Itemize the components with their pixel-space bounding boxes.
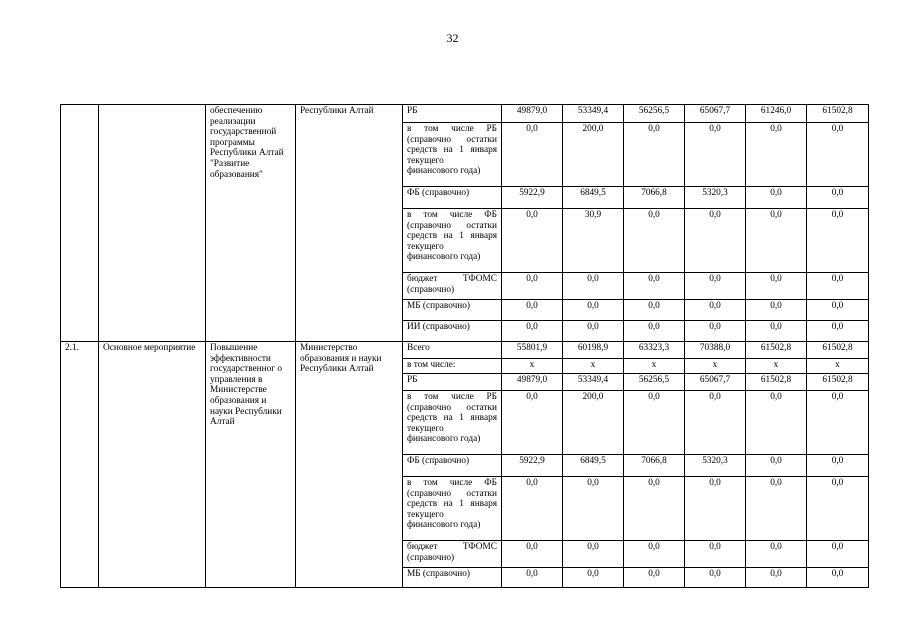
amount-cell: 0,0 [624, 300, 685, 321]
amount-cell: 56256,5 [624, 374, 685, 391]
amount-cell: х [563, 359, 624, 374]
amount-cell: 0,0 [746, 568, 807, 588]
amount-cell: 61246,0 [746, 105, 807, 123]
amount-cell: 0,0 [807, 455, 869, 477]
amount-cell: 0,0 [502, 541, 563, 568]
amount-cell: 0,0 [685, 123, 746, 187]
event-name-cell: Повышение эффективности государственног о управления в Министерстве образования и науки Республики Алтай [206, 342, 296, 588]
budget-table [60, 104, 869, 588]
amount-cell: 60198,9 [563, 342, 624, 359]
amount-cell: 0,0 [502, 273, 563, 300]
amount-cell: 0,0 [624, 541, 685, 568]
amount-cell: 65067,7 [685, 105, 746, 123]
funding-source-cell: в том числе ФБ (справочно остатки средств на 1 января текущего финансового года) [403, 209, 502, 273]
amount-cell: 0,0 [746, 187, 807, 209]
amount-cell: 70388,0 [685, 342, 746, 359]
event-name-cell: обеспечению реализации государственной программы Республики Алтай "Развитие образования" [206, 105, 296, 342]
amount-cell: 5320,3 [685, 187, 746, 209]
amount-cell: 0,0 [746, 321, 807, 342]
amount-cell: 0,0 [807, 391, 869, 455]
amount-cell: х [502, 359, 563, 374]
amount-cell: 0,0 [807, 209, 869, 273]
executor-cell: Республики Алтай [296, 105, 403, 342]
amount-cell: 61502,8 [746, 342, 807, 359]
amount-cell: 65067,7 [685, 374, 746, 391]
amount-cell: 0,0 [807, 541, 869, 568]
funding-source-cell: РБ [403, 105, 502, 123]
funding-source-cell: в том числе: [403, 359, 502, 374]
funding-source-cell: в том числе ФБ (справочно остатки средств на 1 января текущего финансового года) [403, 477, 502, 541]
amount-cell: 0,0 [624, 209, 685, 273]
amount-cell: х [746, 359, 807, 374]
funding-source-cell: бюджет ТФОМС (справочно) [403, 541, 502, 568]
amount-cell: 0,0 [563, 273, 624, 300]
amount-cell: 63323,3 [624, 342, 685, 359]
amount-cell: 0,0 [624, 321, 685, 342]
table-row [61, 105, 869, 123]
amount-cell: 0,0 [624, 568, 685, 588]
amount-cell: 5320,3 [685, 455, 746, 477]
funding-source-cell: в том числе РБ (справочно остатки средств на 1 января текущего финансового года) [403, 391, 502, 455]
amount-cell: 0,0 [502, 477, 563, 541]
amount-cell: 0,0 [563, 477, 624, 541]
amount-cell: 0,0 [807, 123, 869, 187]
amount-cell: 53349,4 [563, 374, 624, 391]
amount-cell: 0,0 [685, 321, 746, 342]
amount-cell: 5922,9 [502, 455, 563, 477]
amount-cell: 0,0 [685, 568, 746, 588]
funding-source-cell: Всего [403, 342, 502, 359]
amount-cell: 56256,5 [624, 105, 685, 123]
amount-cell: 0,0 [685, 273, 746, 300]
amount-cell: 0,0 [502, 568, 563, 588]
amount-cell: 0,0 [502, 209, 563, 273]
amount-cell: 49879,0 [502, 374, 563, 391]
amount-cell: 0,0 [746, 455, 807, 477]
funding-source-cell: в том числе РБ (справочно остатки средств на 1 января текущего финансового года) [403, 123, 502, 187]
amount-cell: 49879,0 [502, 105, 563, 123]
amount-cell: 30,9 [563, 209, 624, 273]
amount-cell: 0,0 [807, 321, 869, 342]
funding-source-cell: ИИ (справочно) [403, 321, 502, 342]
amount-cell: 0,0 [502, 391, 563, 455]
amount-cell: 0,0 [502, 321, 563, 342]
page-number: 32 [446, 31, 459, 45]
amount-cell: 5922,9 [502, 187, 563, 209]
amount-cell: х [685, 359, 746, 374]
amount-cell: 0,0 [624, 477, 685, 541]
amount-cell: 0,0 [624, 123, 685, 187]
amount-cell: 0,0 [685, 477, 746, 541]
amount-cell: 0,0 [746, 541, 807, 568]
amount-cell: 61502,8 [807, 374, 869, 391]
amount-cell: 200,0 [563, 123, 624, 187]
funding-source-cell: МБ (справочно) [403, 300, 502, 321]
table-row [61, 342, 869, 359]
funding-source-cell: ФБ (справочно) [403, 187, 502, 209]
amount-cell: х [624, 359, 685, 374]
amount-cell: 0,0 [685, 391, 746, 455]
amount-cell: 0,0 [746, 209, 807, 273]
funding-source-cell: ФБ (справочно) [403, 455, 502, 477]
amount-cell: 0,0 [624, 391, 685, 455]
row-number-cell [61, 105, 99, 342]
row-number-cell: 2.1. [61, 342, 99, 588]
funding-source-cell: МБ (справочно) [403, 568, 502, 588]
amount-cell: 6849,5 [563, 455, 624, 477]
funding-source-cell: бюджет ТФОМС (справочно) [403, 273, 502, 300]
amount-cell: 7066,8 [624, 455, 685, 477]
amount-cell: 0,0 [746, 477, 807, 541]
amount-cell: 6849,5 [563, 187, 624, 209]
event-type-cell [99, 105, 206, 342]
amount-cell: х [807, 359, 869, 374]
amount-cell: 0,0 [563, 541, 624, 568]
amount-cell: 0,0 [807, 477, 869, 541]
amount-cell: 0,0 [746, 123, 807, 187]
amount-cell: 0,0 [746, 300, 807, 321]
amount-cell: 0,0 [563, 300, 624, 321]
amount-cell: 200,0 [563, 391, 624, 455]
amount-cell: 61502,8 [807, 342, 869, 359]
amount-cell: 0,0 [807, 300, 869, 321]
executor-cell: Министерство образования и науки Республики Алтай [296, 342, 403, 588]
amount-cell: 0,0 [502, 300, 563, 321]
amount-cell: 0,0 [807, 187, 869, 209]
amount-cell: 55801,9 [502, 342, 563, 359]
amount-cell: 0,0 [807, 273, 869, 300]
funding-source-cell: РБ [403, 374, 502, 391]
amount-cell: 0,0 [502, 123, 563, 187]
amount-cell: 7066,8 [624, 187, 685, 209]
amount-cell: 0,0 [563, 568, 624, 588]
amount-cell: 0,0 [563, 321, 624, 342]
amount-cell: 61502,8 [746, 374, 807, 391]
amount-cell: 0,0 [685, 300, 746, 321]
amount-cell: 53349,4 [563, 105, 624, 123]
amount-cell: 0,0 [624, 273, 685, 300]
amount-cell: 0,0 [746, 273, 807, 300]
event-type-cell: Основное мероприятие [99, 342, 206, 588]
amount-cell: 0,0 [746, 391, 807, 455]
amount-cell: 0,0 [807, 568, 869, 588]
amount-cell: 61502,8 [807, 105, 869, 123]
amount-cell: 0,0 [685, 541, 746, 568]
amount-cell: 0,0 [685, 209, 746, 273]
